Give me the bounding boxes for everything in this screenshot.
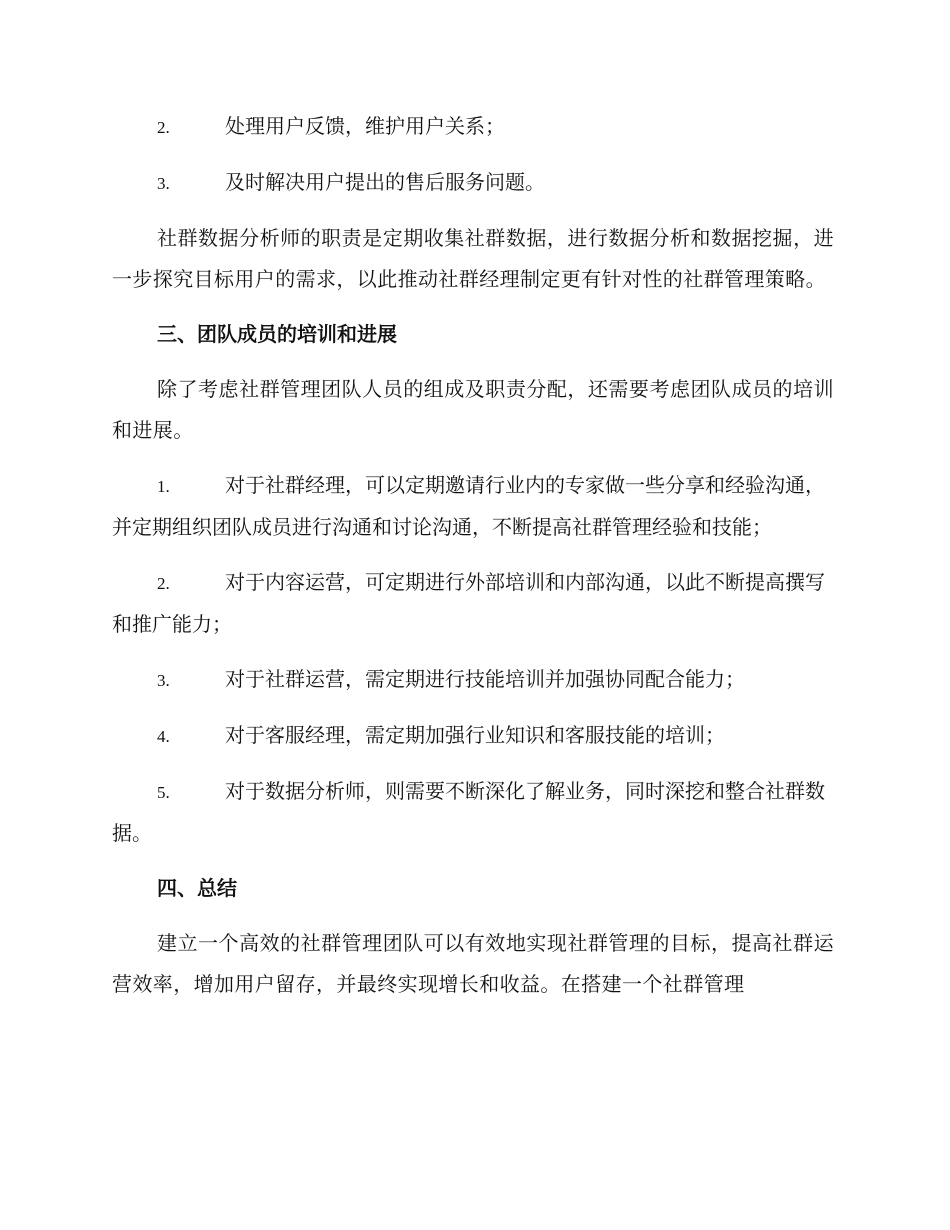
list-text: 及时解决用户提出的售后服务问题。 [225, 170, 545, 194]
section-heading: 三、团队成员的培训和进展 [157, 322, 397, 346]
list-text: 对于内容运营，可定期进行外部培训和内部沟通，以此不断提高撰写和推广能力； [112, 570, 825, 636]
list-text: 对于数据分析师，则需要不断深化了解业务，同时深挖和整合社群数据。 [112, 779, 825, 845]
list-number: 2. [157, 574, 170, 593]
list-number: 5. [157, 783, 170, 802]
list-text: 对于社群经理，可以定期邀请行业内的专家做一些分享和经验沟通，并定期组织团队成员进行沟通和讨论沟通，不断提高社群管理经验和技能； [112, 473, 825, 539]
list-number: 3. [157, 671, 170, 690]
paragraph: 除了考虑社群管理团队人员的组成及职责分配，还需要考虑团队成员的培训和进展。 [112, 377, 834, 442]
list-number: 1. [157, 477, 170, 496]
list-item [112, 465, 834, 548]
list-item [112, 106, 834, 148]
list-text: 对于社群运营，需定期进行技能培训并加强协同配合能力； [225, 667, 745, 691]
paragraph: 社群数据分析师的职责是定期收集社群数据，进行数据分析和数据挖掘，进一步探究目标用户的需求，以此推动社群经理制定更有针对性的社群管理策略。 [112, 226, 834, 291]
paragraph: 建立一个高效的社群管理团队可以有效地实现社群管理的目标，提高社群运营效率，增加用户留存，并最终实现增长和收益。在搭建一个社群管理 [112, 931, 834, 996]
list-number: 4. [157, 727, 170, 746]
list-text: 处理用户反馈，维护用户关系； [225, 114, 505, 138]
list-item [112, 562, 834, 645]
list-number: 3. [157, 174, 170, 193]
list-number: 2. [157, 118, 170, 137]
list-item [112, 715, 834, 757]
list-item [112, 162, 834, 204]
list-item [112, 659, 834, 701]
document-body [112, 106, 834, 1019]
section-heading: 四、总结 [157, 876, 237, 900]
list-item [112, 771, 834, 854]
list-text: 对于客服经理，需定期加强行业知识和客服技能的培训； [225, 723, 725, 747]
